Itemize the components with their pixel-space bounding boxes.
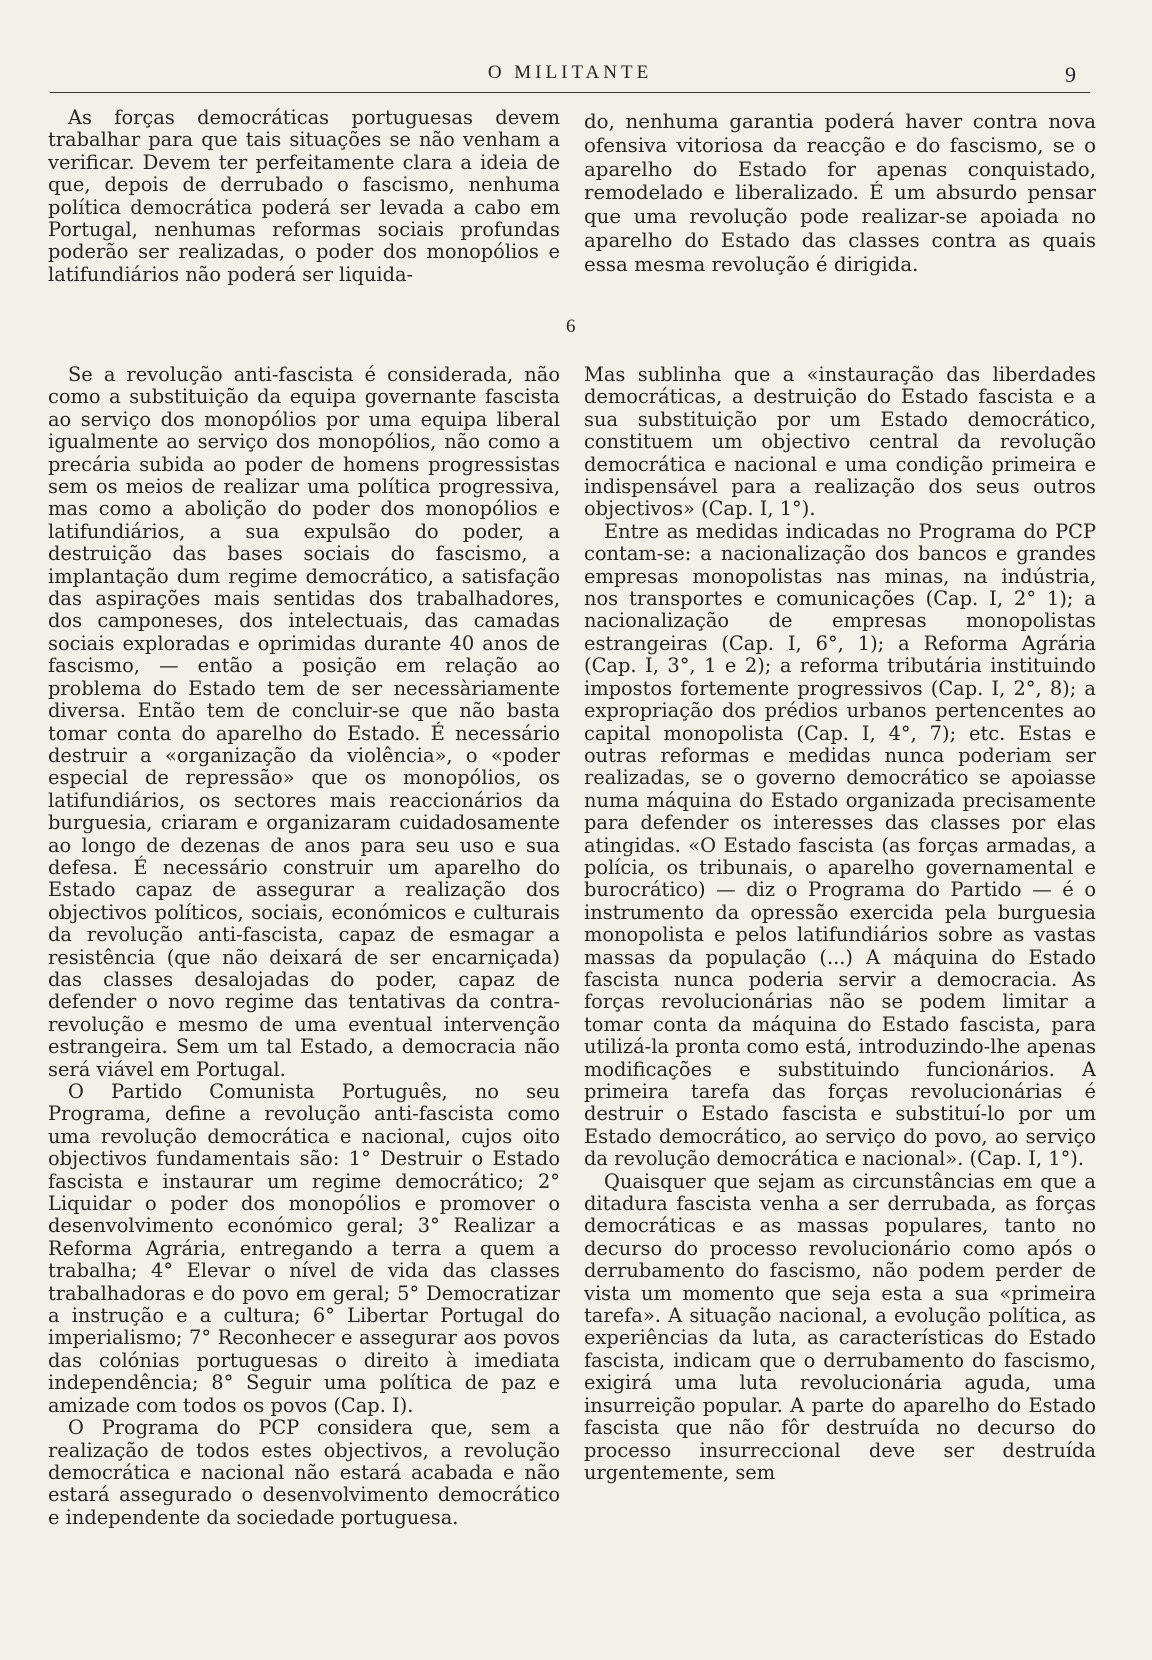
- page-header: [50, 58, 1090, 93]
- paragraph: Se a revolução anti-fascista é considerada, não como a substituição da equipa governante fascista ao serviço dos monopólios por uma equipa liberal igualmente ao serviço dos monopólios, não como a precária subida ao poder de homens progressistas sem os meios de realizar uma política progressiva, mas como a abolição do poder dos monopólios e latifundiários, a sua expulsão do poder, a destruição das bases sociais do fascismo, a implantação dum regime democrático, a satisfação das aspirações mais sentidas dos trabalhadores, dos camponeses, dos intelectuais, das camadas sociais exploradas e oprimidas durante 40 anos de fascismo, — então a posição em relação ao problema do Estado tem de ser necessàriamente diversa. Então tem de concluir-se que não basta tomar conta do aparelho do Estado. É necessário destruir a «organização da violência», o «poder especial de repressão» que os monopólios, os latifundiários, os sectores mais reaccionários da burguesia, criaram e organizaram cuidadosamente ao longo de dezenas de anos para seu uso e sua defesa. É necessário construir um aparelho do Estado capaz de assegurar a realização dos objectivos políticos, sociais, económicos e culturais da revolução anti-fascista, capaz de esmagar a resistência (que não deixará de ser encarniçada) das classes desalojadas do poder, capaz de defender o novo regime das tentativas da contra-revolução e mesmo de uma eventual intervenção estrangeira. Sem um tal Estado, a democracia não será viável em Portugal.: [48, 364, 560, 1081]
- paragraph: Quaisquer que sejam as circunstâncias em que a ditadura fascista venha a ser derrubada, as forças democráticas e as massas populares, tanto no decurso do processo revolucionário como após o derrubamento do fascismo, não podem perder de vista um momento que seja esta a sua «primeira tarefa». A situação nacional, a evolução política, as experiências da luta, as características do Estado fascista, indicam que o derrubamento do fascismo, exigirá uma luta revolucionária aguda, uma insurreição popular. A parte do aparelho do Estado fascista que não fôr destruída no decurso do processo insurreccional deve ser destruída urgentemente, sem: [584, 1169, 1096, 1484]
- publication-title: O MILITANTE: [487, 62, 653, 83]
- paragraph: As forças democráticas portuguesas devem trabalhar para que tais situações se não venham a verificar. Devem ter perfeitamente clara a ideia de que, depois de derrubado o fascismo, nenhuma política democrática poderá ser levada a cabo em Portugal, nenhumas reformas sociais profundas poderão ser realizadas, o poder dos monopólios e latifundiários não poderá ser liquida-: [48, 107, 560, 286]
- right-column-top: [584, 110, 1096, 302]
- page-number: 9: [1065, 62, 1076, 87]
- paragraph: O Programa do PCP considera que, sem a realização de todos estes objectivos, a revolução democrática e nacional não estará acabada e não estará assegurado o desenvolvimento democrático e independente da sociedade portuguesa.: [48, 1416, 560, 1529]
- paragraph: Entre as medidas indicadas no Programa do PCP contam-se: a nacionalização dos bancos e grandes empresas monopolistas nas minas, na indústria, nos transportes e comunicações (Cap. I, 2° 1); a nacionalização de empresas monopolistas estrangeiras (Cap. I, 6°, 1); a Reforma Agrária (Cap. I, 3°, 1 e 2); a reforma tributária instituindo impostos fortemente progressivos (Cap. I, 2°, 8); a expropriação dos prédios urbanos pertencentes ao capital monopolista (Cap. I, 4°, 7); etc. Estas e outras reformas e medidas nunca poderiam ser realizadas, se o governo democrático se apoiasse numa máquina do Estado organizada precisamente para defender os interesses das classes por elas atingidas. «O Estado fascista (as forças armadas, a polícia, os tribunais, o aparelho governamental e burocrático) — diz o Programa do Partido — é o instrumento da opressão exercida pela burguesia monopolista e pelos latifundiários sobre as vastas massas da população (...) A máquina do Estado fascista nunca poderia servir a democracia. As forças revolucionárias não se podem limitar a tomar conta da máquina do Estado fascista, para utilizá-la pronta como está, introduzindo-lhe apenas modificações e substituindo funcionários. A primeira tarefa das forças revolucionárias é destruir o Estado fascista e substituí-lo por um Estado democrático, ao serviço do povo, ao serviço da revolução democrática e nacional». (Cap. I, 1°).: [584, 519, 1096, 1171]
- paragraph: O Partido Comunista Português, no seu Programa, define a revolução anti-fascista como uma revolução democrática e nacional, cujos oito objectivos fundamentais são: 1° Destruir o Estado fascista e instaurar um regime democrático; 2° Liquidar o poder dos monopólios e promover o desenvolvimento económico geral; 3° Realizar a Reforma Agrária, entregando a terra a quem a trabalha; 4° Elevar o nível de vida das classes trabalhadoras e do povo em geral; 5° Democratizar a instrução e a cultura; 6° Libertar Portugal do imperialismo; 7° Reconhecer e assegurar aos povos das colónias portuguesas o direito à imediata independência; 8° Seguir uma política de paz e amizade com todos os povos (Cap. I).: [48, 1080, 560, 1417]
- right-column-body: [584, 364, 1096, 1614]
- paragraph: Mas sublinha que a «instauração das liberdades democráticas, a destruição do Estado fascista e a sua substituição por um Estado democrático, constituem um objectivo central da revolução democrática e nacional e uma condição primeira e indispensável para a realização dos seus outros objectivos» (Cap. I, 1°).: [584, 364, 1096, 521]
- section-number: 6: [566, 316, 576, 337]
- left-column-top: [48, 107, 560, 302]
- left-column-body: [48, 364, 560, 1614]
- paragraph: do, nenhuma garantia poderá haver contra nova ofensiva vitoriosa da reacção e do fascismo, se o aparelho do Estado for apenas conquistado, remodelado e liberalizado. É um absurdo pensar que uma revolução pode realizar-se apoiada no aparelho do Estado das classes contra as quais essa mesma revolução é dirigida.: [584, 110, 1096, 276]
